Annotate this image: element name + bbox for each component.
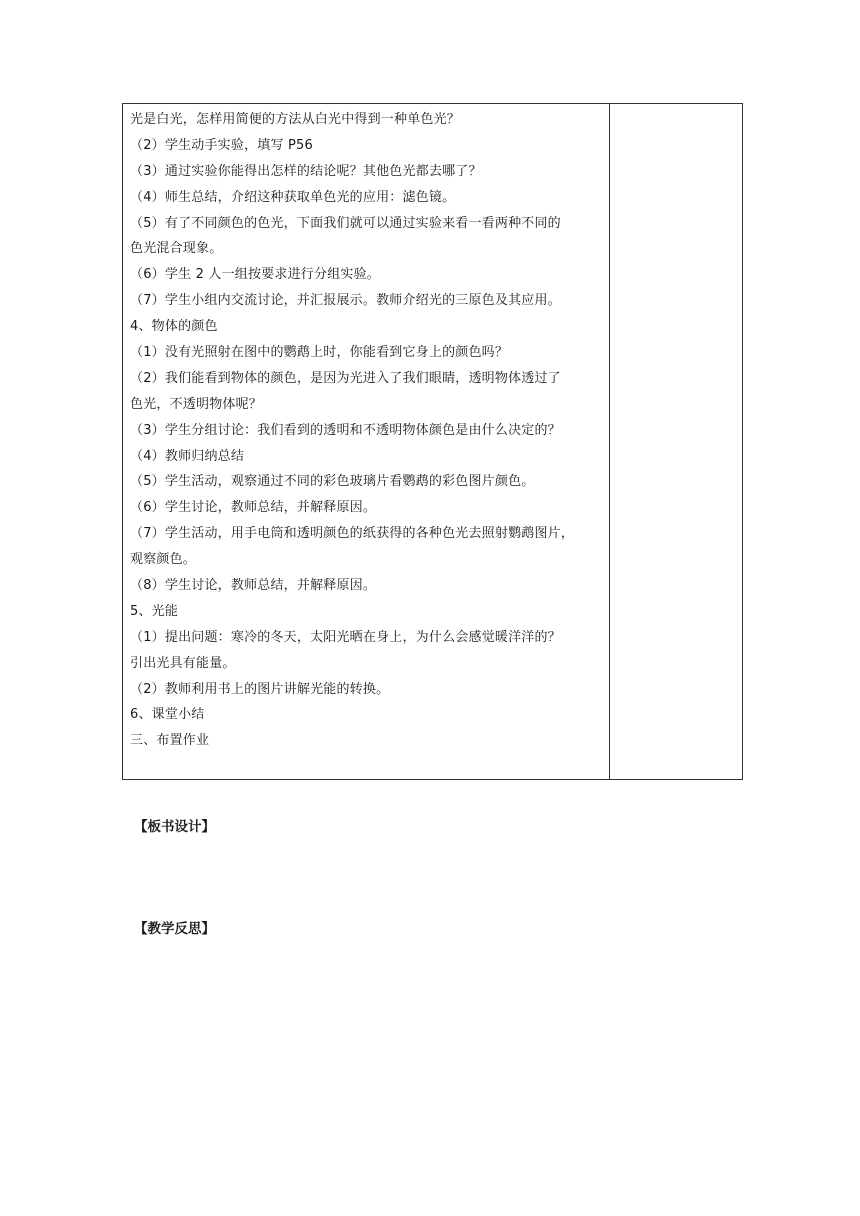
content-line: （6）学生讨论，教师总结，并解释原因。 bbox=[130, 500, 377, 516]
content-line: （1）提出问题：寒冷的冬天，太阳光晒在身上，为什么会感觉暖洋洋的？ bbox=[130, 629, 561, 645]
teaching-reflection-heading: 【教学反思】 bbox=[134, 921, 215, 937]
content-line: （1）没有光照射在图中的鹦鹉上时，你能看到它身上的颜色吗？ bbox=[130, 345, 509, 361]
content-line: 色光混合现象。 bbox=[130, 241, 223, 257]
board-design-heading: 【板书设计】 bbox=[134, 819, 215, 835]
content-line: 引出光具有能量。 bbox=[130, 655, 236, 671]
content-line: （2）教师利用书上的图片讲解光能的转换。 bbox=[130, 681, 390, 697]
lesson-content-cell bbox=[123, 104, 610, 779]
content-line: 观察颜色。 bbox=[130, 552, 197, 568]
lesson-plan-table bbox=[122, 103, 743, 780]
content-line: （2）学生动手实验，填写 P56 bbox=[130, 137, 313, 153]
content-line: 5、光能 bbox=[130, 603, 179, 619]
content-line: （3）通过实验你能得出怎样的结论呢？其他色光都去哪了？ bbox=[130, 163, 482, 179]
content-line: （5）有了不同颜色的色光，下面我们就可以通过实验来看一看两种不同的 bbox=[130, 215, 561, 231]
content-line: 光是白光，怎样用简便的方法从白光中得到一种单色光？ bbox=[130, 112, 461, 127]
content-line: （7）学生活动，用手电筒和透明颜色的纸获得的各种色光去照射鹦鹉图片， bbox=[130, 526, 575, 542]
content-line: 6、课堂小结 bbox=[130, 707, 205, 723]
notes-cell bbox=[610, 104, 742, 779]
content-line: （3）学生分组讨论：我们看到的透明和不透明物体颜色是由什么决定的？ bbox=[130, 422, 561, 438]
lesson-content-lines bbox=[130, 107, 606, 754]
content-line: 4、物体的颜色 bbox=[130, 319, 218, 335]
content-line: （4）师生总结，介绍这种获取单色光的应用：滤色镜。 bbox=[130, 189, 456, 205]
content-line: （8）学生讨论，教师总结，并解释原因。 bbox=[130, 578, 377, 594]
content-line: （2）我们能看到物体的颜色，是因为光进入了我们眼睛，透明物体透过了 bbox=[130, 370, 561, 386]
content-line: （5）学生活动，观察通过不同的彩色玻璃片看鹦鹉的彩色图片颜色。 bbox=[130, 474, 535, 490]
content-line: 三、布置作业 bbox=[130, 733, 210, 749]
content-line: （7）学生小组内交流讨论，并汇报展示。教师介绍光的三原色及其应用。 bbox=[130, 293, 561, 309]
content-line: （4）教师归纳总结 bbox=[130, 448, 245, 464]
content-line: 色光，不透明物体呢？ bbox=[130, 396, 263, 412]
content-line: （6）学生 2 人一组按要求进行分组实验。 bbox=[130, 267, 381, 283]
